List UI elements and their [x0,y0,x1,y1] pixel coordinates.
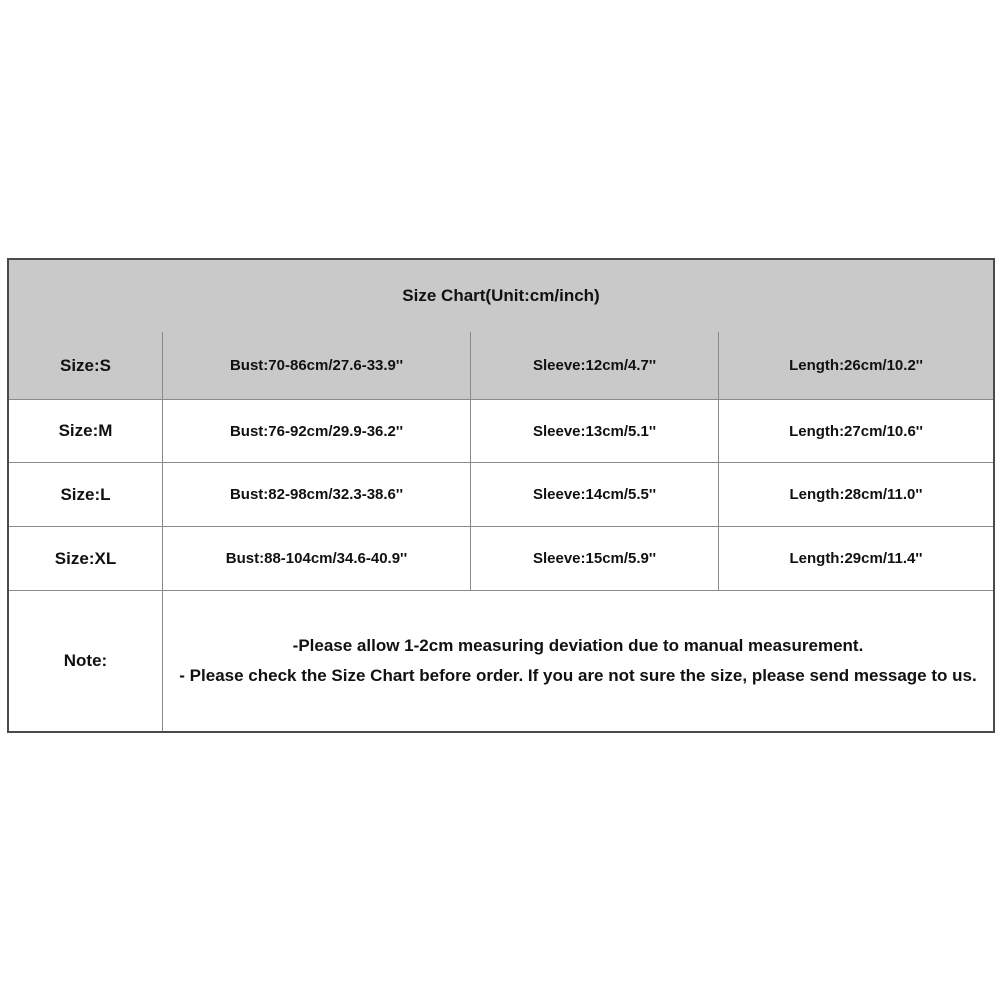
length-cell: Length:28cm/11.0'' [789,486,923,503]
table-row-m [9,400,993,463]
table-row-l [9,463,993,527]
sleeve-cell: Sleeve:13cm/5.1'' [471,400,719,462]
bust-cell: Bust:70-86cm/27.6-33.9'' [163,332,471,399]
sleeve-cell: Sleeve:12cm/4.7'' [471,332,719,399]
bust-cell: Bust:76-92cm/29.9-36.2'' [163,400,471,462]
note-line-check-size: - Please check the Size Chart before order. If you are not sure the size, please send message to us. [179,666,977,685]
note-line-deviation: -Please allow 1-2cm measuring deviation due to manual measurement. [292,636,864,655]
size-cell: Size:XL [9,527,163,590]
size-chart-table [7,258,995,733]
table-row-s [9,332,993,400]
note-label: Note: [9,591,163,731]
sleeve-cell: Sleeve:15cm/5.9'' [471,527,719,590]
length-cell: Length:26cm/10.2'' [789,357,923,374]
note-row [9,591,993,731]
table-row-xl [9,527,993,591]
size-cell: Size:S [9,332,163,399]
length-cell: Length:29cm/11.4'' [789,550,923,567]
size-chart-title: Size Chart(Unit:cm/inch) [9,260,993,333]
size-cell: Size:M [9,400,163,462]
sleeve-cell: Sleeve:14cm/5.5'' [471,463,719,526]
bust-cell: Bust:88-104cm/34.6-40.9'' [163,527,471,590]
note-body [163,591,993,731]
size-cell: Size:L [9,463,163,526]
bust-cell: Bust:82-98cm/32.3-38.6'' [163,463,471,526]
length-cell: Length:27cm/10.6'' [789,422,923,440]
